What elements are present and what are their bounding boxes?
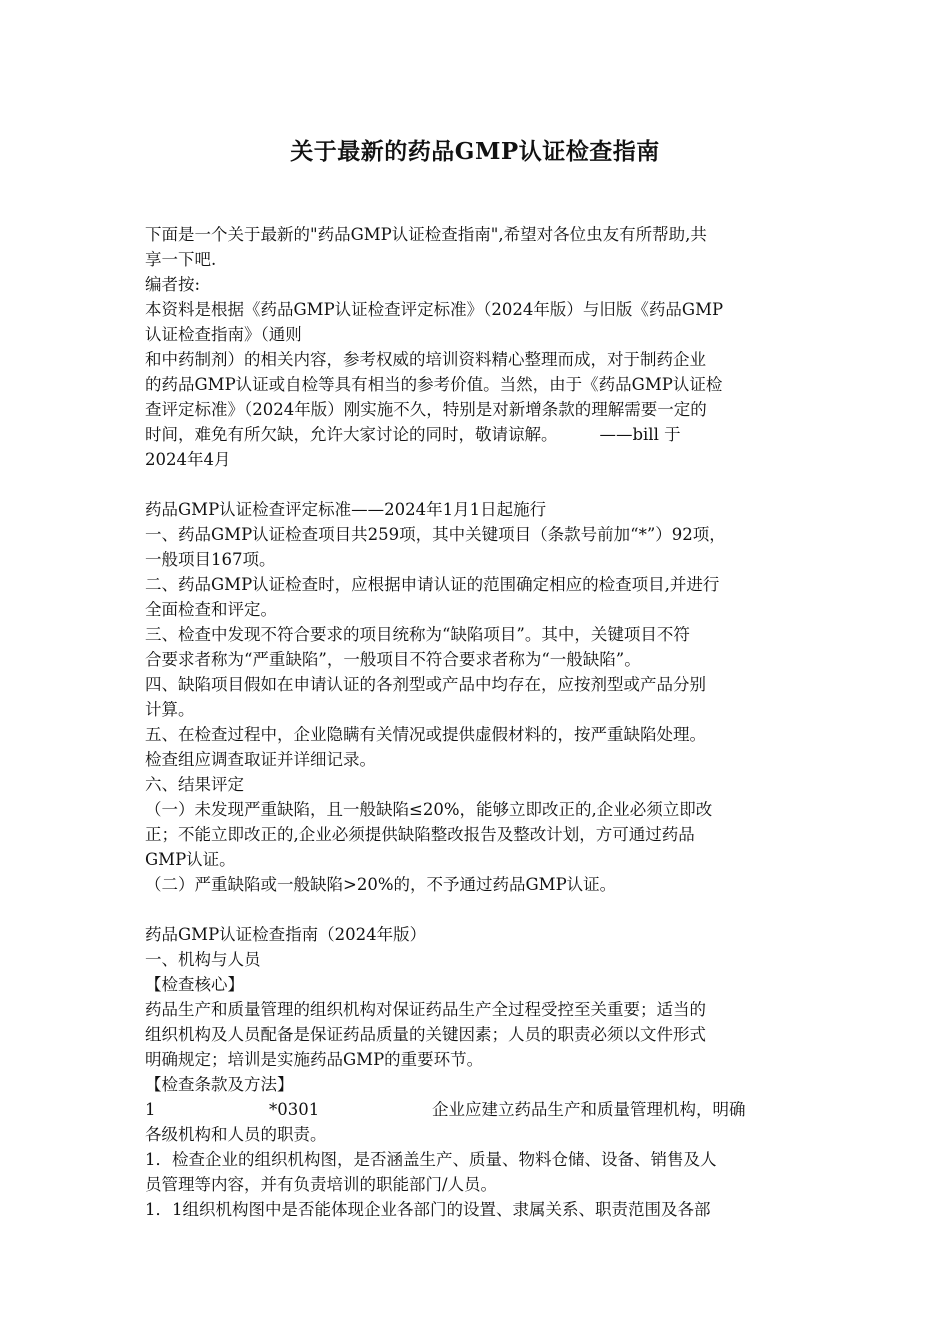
standard-line: 正；不能立即改正的,企业必须提供缺陷整改报告及整改计划，方可通过药品	[145, 825, 695, 844]
editor-note-line: 本资料是根据《药品GMP认证检查评定标准》（2024年版）与旧版《药品GMP	[145, 300, 724, 319]
clause-row	[145, 1097, 815, 1122]
guide-line: 【检查条款及方法】	[145, 1075, 294, 1094]
standard-line: 一般项目167项。	[145, 550, 276, 569]
editor-note-line: 时间，难免有所欠缺，允许大家讨论的同时，敬请谅解。 ——bill 于	[145, 425, 681, 444]
standard-line: 五、在检查过程中，企业隐瞒有关情况或提供虚假材料的，按严重缺陷处理。	[145, 725, 706, 744]
standard-line: GMP认证。	[145, 850, 236, 869]
intro-line: 享一下吧.	[145, 250, 217, 269]
guide-line: 药品生产和质量管理的组织机构对保证药品生产全过程受控至关重要；适当的	[145, 1000, 706, 1019]
document-body	[145, 222, 815, 1222]
editor-label: 编者按:	[145, 275, 201, 294]
editor-note-line: 认证检查指南》（通则	[145, 325, 302, 344]
editor-note-line: 的药品GMP认证或自检等具有相当的参考价值。当然，由于《药品GMP认证检	[145, 375, 723, 394]
guide-line: 组织机构及人员配备是保证药品质量的关键因素；人员的职责必须以文件形式	[145, 1025, 706, 1044]
editor-note-line: 查评定标准》（2024年版）刚实施不久，特别是对新增条款的理解需要一定的	[145, 400, 707, 419]
standard-line: 一、药品GMP认证检查项目共259项，其中关键项目（条款号前加“*”）92项，	[145, 525, 726, 544]
standard-line: （一）未发现严重缺陷，且一般缺陷≤20%，能够立即改正的,企业必须立即改	[145, 800, 713, 819]
guide-line: 【检查核心】	[145, 975, 244, 994]
standard-line: 合要求者称为“严重缺陷”，一般项目不符合要求者称为“一般缺陷”。	[145, 650, 641, 669]
document-title: 关于最新的药品GMP认证检查指南	[290, 138, 660, 165]
standard-line: 检查组应调查取证并详细记录。	[145, 750, 376, 769]
paragraph-gap	[145, 897, 815, 922]
guide-heading: 药品GMP认证检查指南（2024年版）	[145, 925, 427, 944]
clause-continuation: 各级机构和人员的职责。	[145, 1125, 327, 1144]
standard-line: 六、结果评定	[145, 775, 244, 794]
standard-heading: 药品GMP认证检查评定标准——2024年1月1日起施行	[145, 500, 547, 519]
guide-line: 一、机构与人员	[145, 950, 261, 969]
standard-line: 三、检查中发现不符合要求的项目统称为“缺陷项目”。其中，关键项目不符	[145, 625, 690, 644]
standard-line: 计算。	[145, 700, 195, 719]
standard-line: 二、药品GMP认证检查时，应根据申请认证的范围确定相应的检查项目,并进行	[145, 575, 720, 594]
standard-line: 四、缺陷项目假如在申请认证的各剂型或产品中均存在，应按剂型或产品分别	[145, 675, 706, 694]
checklist-line: 1．1组织机构图中是否能体现企业各部门的设置、隶属关系、职责范围及各部	[145, 1200, 711, 1219]
clause-text: 企业应建立药品生产和质量管理机构，明确	[432, 1100, 746, 1119]
checklist-line: 1．检查企业的组织机构图，是否涵盖生产、质量、物料仓储、设备、销售及人	[145, 1150, 717, 1169]
checklist-line: 员管理等内容，并有负责培训的职能部门/人员。	[145, 1175, 498, 1194]
standard-line: 全面检查和评定。	[145, 600, 277, 619]
paragraph-gap	[145, 472, 815, 497]
clause-code: *0301	[269, 1100, 320, 1119]
standard-line: （二）严重缺陷或一般缺陷>20%的，不予通过药品GMP认证。	[145, 875, 617, 894]
intro-line: 下面是一个关于最新的"药品GMP认证检查指南",希望对各位虫友有所帮助,共	[145, 225, 707, 244]
editor-note-date: 2024年4月	[145, 450, 231, 469]
editor-note-line: 和中药制剂）的相关内容，参考权威的培训资料精心整理而成，对于制药企业	[145, 350, 706, 369]
guide-line: 明确规定；培训是实施药品GMP的重要环节。	[145, 1050, 484, 1069]
clause-number: 1	[145, 1100, 156, 1119]
